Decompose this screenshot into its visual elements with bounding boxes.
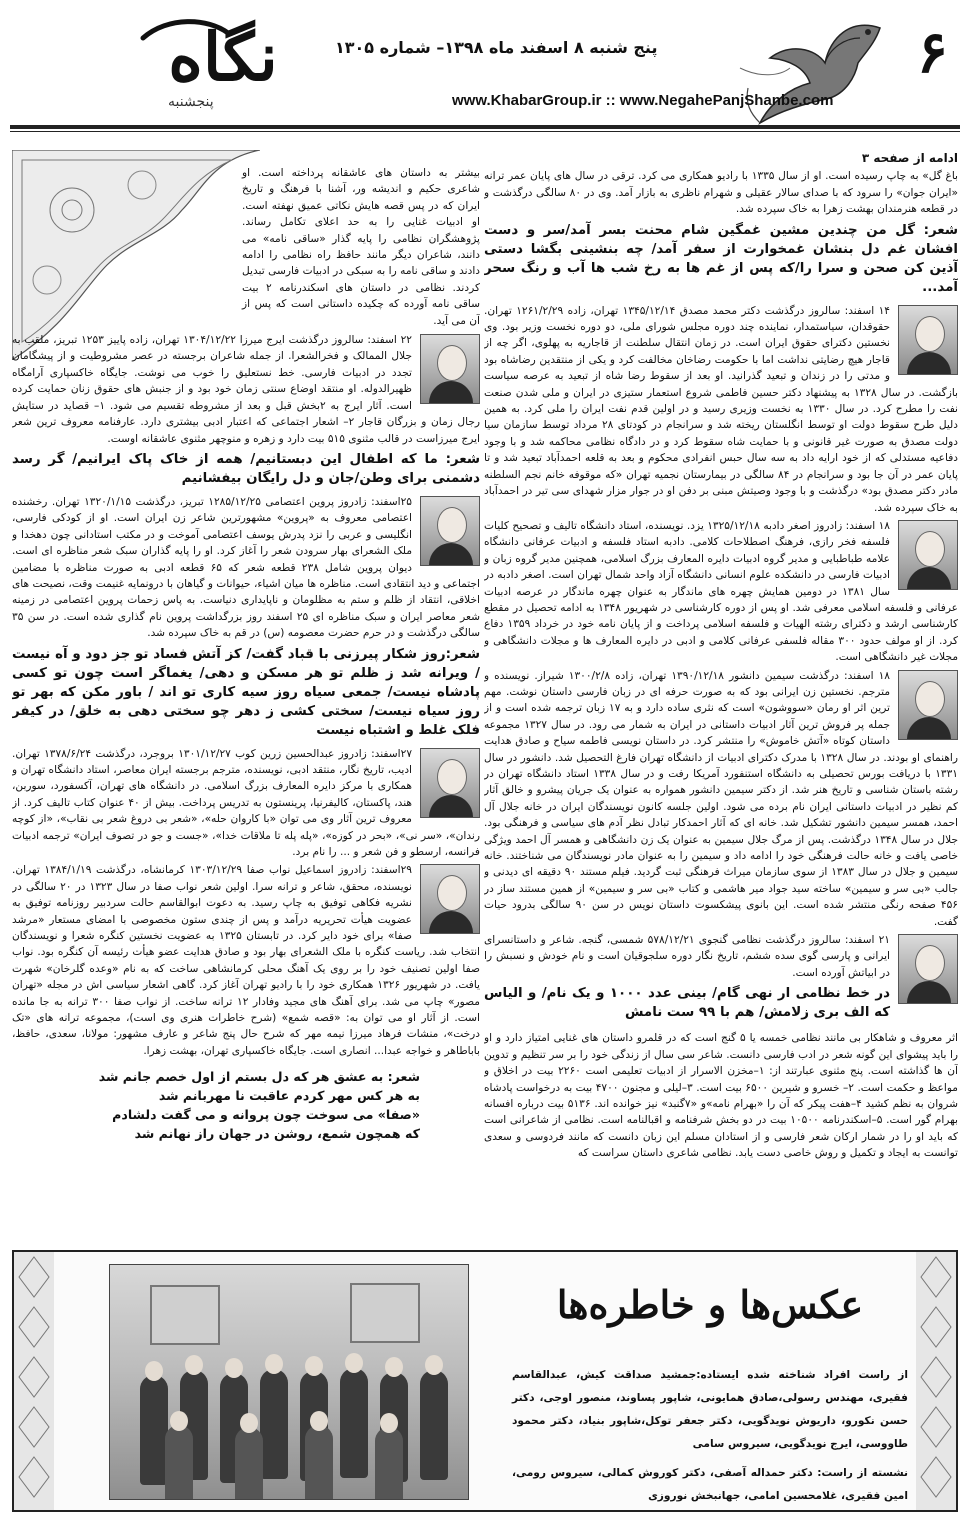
poem-line: به هر کس مهر کردم عاقبت نا مهربانم شد <box>158 1088 420 1104</box>
portrait-photo <box>420 748 480 818</box>
masthead <box>0 0 970 130</box>
bio-text: ۲۵اسفند: زادروز پروین اعتصامی ۱۲۸۵/۱۲/۲۵ تبریز، درگذشت ۱۳۲۰/۱/۱۵ تهران. رخشنده اعتصامی معروف به «پروین» مشهورترین شاعر زن ایران است. او از کودکی فارسی، انگلیسی و عربی را نزد پدرش یوسف اعتصامی آموخت و در مکتب استادانی چون دهخدا و ملک الشعرای بهار سرودن شعر را آغاز کرد. او را پایه گذاران سبک شعر مناظره ای است. دیوان پروین شامل ۲۳۸ قطعه شعر که ۶۵ قطعه ادبی به صورت مناظره با مضامین اجتماعی و دید انتقادی است. مناظره ها میان اشیاء، حیوانات و گیاهان با درونمایه غنیمت وقت، نصیحت های اخلاقی، انتقاد از ظلم و ستم به مظلومان و ناپایداری دنیاست. به پاس زحمات پروین اعتصامی در زمینه شعر معاصر ایران و سبک مناظره ای ۲۵ اسفند روز بزرگداشت پروین نام گذاری شده است. در سن ۳۵ سالگی درگذشت و در حرم حضرت معصومه (س) در قم به خاک سپرده شد. <box>12 495 480 640</box>
poem-torqi: شعر: گل من چندین مشین غمگین شام محنت بسر آمد/سر و دست افشان غم دل بنشان غمخوارت از سفر آمد/ چه بنشینی بگشا دستی آذین کن صحن و سرا را/که پس از غم ها به رخ شب ها آب و رنگ سحر آمد... <box>484 222 958 295</box>
ornament-border-right <box>916 1252 956 1510</box>
continuation-title: ادامه از صفحه ۳ <box>861 151 958 165</box>
bio-text: ۱۴ اسفند: سالروز درگذشت دکتر محمد مصدق ۱۳۴۵/۱۲/۱۴ تهران، زاده ۱۲۶۱/۲/۲۹ تهران. حقوقدان، سیاستمدار، نماینده چند دوره مجلس شورای ملی، دو دوره نخست وزیر بود. وی نخستین دکترای حقوق ایران است. در زمان انتقال سلطنت از قاجاریه به پهلوی، اگر چه از قاجار هیچ رضایتی نداشت اما با حکومت رضاخان مخالفت کرد و یکی از منتقدین رضاشاه بود و مدتی را در زندان و تبعید گذرانید. او بعد از سقوط رضا شاه از تبعید به عرصه سیاست بازگشت. در سال ۱۳۲۸ به پیشنهاد دکتر حسین فاطمی شروع استعمار ستیزی در ایران و ملی شدن صنعت نفت را مطرح کرد. در سال ۱۳۳۰ به نخست وزیری رسید و در اولین قدم نفت ایران را ملی کرد. به همین دلیل طرح سقوط دولت او توسط انگلستان ریخته شد و سرانجام در کودتای ۲۸ مرداد توسط سازمان سیا دولت مصدق به صورت غیر قانونی و با حمایت شاه سقوط کرد و در دادگاه نظامی محاکمه شد و با وجود دفاعیه مستدلی که از خود ارایه داد به سه سال حبس انفرادی محکوم و بعد به قلعه احمدآباد تبعید شد و تا پایان عمر در آن جا بود و سرانجام در ۸۴ سالگی در بیمارستان نجمیه تهران «که موقوفه خانم نجم السلطنه مادر دکتر مصدق بود» درگذشت و با وجود وصیتش مبنی بر دفن او در جوار مزار شهدای سی تیر در احمدآباد به خاک سپرده شد. <box>484 304 958 514</box>
portrait-illustration <box>420 334 480 404</box>
section-title: عکس‌ها و خاطره‌ها <box>556 1282 864 1327</box>
intro-paragraph: باغ گل» به چاپ رسیده است. او از سال ۱۳۳۵ با رادیو همکاری می کرد. ترقی در سال های پایان عمر ترانه «ایران جوان» را سرود که با صدای سالار عقیلی و شهرام ناظری به بازار آمد. وی در ۸۰ سالگی درگذشت و در قطعه هنرمندان بهشت زهرا به خاک سپرده شد. <box>484 170 958 216</box>
website-urls[interactable]: www.KhabarGroup.ir :: www.NegahePanjShanbe.com <box>452 92 834 109</box>
logo-subtitle: پنجشنبه <box>168 94 214 110</box>
logo-text: نگاه <box>168 18 278 96</box>
bio-text: ۲۲ اسفند: سالروز درگذشت ایرج میرزا ۱۳۰۴/۱۲/۲۲ تهران، زاده پاییز ۱۲۵۳ تبریز، ملقب به جلال الممالک و فخرالشعرا. از جمله شاعران برجسته در عصر مشروطیت و از پیشگامان تجدد در ادبیات فارسی. خط نستعلیق را خوب می نوشت. جایگاه خاکسپاری آرامگاه ظهیرالدوله. او منتقد اوضاع سنتی زمان خود بود و از جنبش های حقوق زنان حمایت کرده است. آثار ایرج به ۲بخش قبل و بعد از مشروطه تقسیم می شود. ۱– قصاید در ستایش رجال زمان و بزرگان قاجار ۲– اشعار اجتماعی که اعتبار ادبی بیشتری دارد. عارفنامه معروف ترین شعر ایرج میرزاست در قالب مثنوی ۵۱۵ بیت دارد و زهره و منوچهر مثنوی عاشقانه اوست. <box>12 334 480 445</box>
right-column <box>484 150 958 1240</box>
caption-seated: نشسته از راست: دکتر حمداله آصفی، دکتر کوروش کمالی، سیروس رومی، امین فقیری، غلامحسین امامی، جهانبخش نوروزی <box>512 1467 908 1502</box>
bio-dadbeh <box>484 518 958 666</box>
ornament-border-left <box>14 1252 54 1510</box>
page-number: ۶ <box>916 18 948 86</box>
bio-navab-safa <box>12 862 480 1059</box>
poem-parvin: شعر:روز شکار پیرزنی با قباد گفت/ کز آتش فساد تو جز دود و آه نیست / ویرانه شد ز ظلم تو هر مسکن و دهی/ یغماگر است چون تو کسی پادشاه نیست/ جمعی سیاه روز سیه کاری تو اند / باور مکن که بهر تو روز سیاه نیست/ سختی کشی ز دهر چو سختی دهی به خلق/ در کیفر فلک غلط و اشتباه نیست <box>12 646 480 738</box>
portrait-photo <box>898 305 958 375</box>
bio-text: ۲۹اسفند: زادروز اسماعیل نواب صفا ۱۳۰۳/۱۲/۲۹ کرمانشاه، درگذشت ۱۳۸۴/۱/۱۹ تهران. نویسنده، محقق، شاعر و ترانه سرا. اولین شعر نواب صفا در سال ۱۳۲۳ در ۲۰ سالگی در نشریه فکاهی توفیق به چاپ رسید. به دعوت ابوالقاسم حالت سردبیر روزنامه توفیق به عضویت هیأت تحریریه درآمد و پس از چندی ستون مخصوصی با امضای مستعار «مرشد صفا» برای خود دایر کرد. در تابستان ۱۳۲۵ به عضویت نخستین کنگره شعرا و نویسندگان انتخاب شد. ریاست کنگره با ملک الشعرای بهار بود و صادق هدایت عضو هیأت رئیسه آن کنگره بود. نواب صفا اولین تصنیف خود را بر روی یک آهنگ محلی کرمانشاهی ساخت که به نام «وعده گلرخان» شهرت یافت. در شهریور ۱۳۲۶ همکاری خود را با رادیو تهران آغاز کرد. گاهی اشعار سیاسی اش در مجله «تهران مصور» چاپ می شد. برای آهنگ های مجید وفادار ۱۲ ترانه ساخت. از نواب صفا ۳۰۰ ترانه به جا مانده است. از آثار او می توان به: «قصه شمع» (شرح خاطرات هنری وی است)، مجموعه ترانه های «تک درخت»، منشات فرهاد میرزا نیمه مهر که شرح حال پنج شاعر و عارف مشهور: مولانا، سعدی، حافظ، باباطاهر و خواجه عبدا... انصاری است. جایگاه خاکسپاری تهران، بهشت زهرا. <box>12 864 480 1057</box>
header-rule <box>10 125 960 129</box>
photo-memories-section <box>12 1250 958 1512</box>
group-photo <box>109 1264 469 1500</box>
poem-nezami: در خط نظامی ار نهی گام/ بینی عدد ۱۰۰۰ و یک نام/ و الیاس که الف بری زلامش/ هم با ۹۹ ست نامش <box>484 986 890 1021</box>
poem-iraj: شعر: ما که اطفال این دبستانیم/ همه از خاک پاک ایرانیم/ گر رسد دشمنی برای وطن/جان و دل رایگان بیفشانیم <box>12 451 480 486</box>
header-rule-thin <box>10 131 960 132</box>
logo-calligraphy <box>128 8 318 118</box>
portrait-illustration <box>898 934 958 1004</box>
portrait-photo <box>420 864 480 934</box>
nezami-khamseh-paragraph: اثر معروف و شاهکار بی مانند نظامی خمسه یا ۵ گنج است که در قلمرو داستان های غنایی امتیاز دارد و او را باید پیشوای این گونه شعر در ادب فارسی دانست. شاعر سی سال از زندگی خود را بر سر تنظیم و تدوین آن ها گذاشته است. پنج مثنوی عبارتند از: ۱–مخزن الاسرار از ادبیات تعلیمی است ۲۲۶۰ بیت در اخلاق و مواعظ و حکمت است. ۲– خسرو و شیرین ۶۵۰۰ بیت است. ۳–لیلی و مجنون ۴۷۰۰ بیت به درخواست پادشاه شروان به نظم کشید ۴–هفت پیکر که آن را «بهرام نامه»و «۷گنبد» نیز خوانده اند. ۵۱۳۶ بیت درباره افسانه بهرام گور است. ۵–اسکندرنامه ۱۰۵۰۰ بیت در دو بخش شرفنامه و اقبالنامه است. نظامی از شاعرانی است که باید او را در شمار ارکان شعر فارسی و از استادان مسلم این زبان دانست که مانند فردوسی و سعدی توانست به ایجاد و تکمیل و روش خاصی دست یابد. نظامی شاعری داستان سراست که <box>484 1032 958 1160</box>
bio-mosaddegh <box>484 303 958 516</box>
poem-safa <box>12 1067 420 1143</box>
bio-text: ۲۷اسفند: زادروز عبدالحسین زرین کوب ۱۳۰۱/۱۲/۲۷ بروجرد، درگذشت ۱۳۷۸/۶/۲۴ تهران. ادیب، تاریخ نگار، منتقد ادبی، نویسنده، مترجم برجسته ایران معاصر، استاد دانشگاه تهران و همکاری با مرکز دایره المعارف بزرگ اسلامی. در دانشگاه های تهران، آکسفورد، سوربن، هند، پاکستان، کالیفرنیا، پرینستون به تدریس پرداخت. بیش از ۴۰ عنوان کتاب تالیف کرد. از معروف ترین آثار وی می توان «با کاروان حله»، «شعر بی دروغ شعر بی نقاب»، «از کوچه رندان»، «سر نی»، «بحر در کوزه»، «پله پله تا ملاقات خدا»، «جست و جو در تصوف ایران» ترجمه ادبیات فرانسه، ارسطو و فن شعر و ... را نام برد. <box>12 747 480 858</box>
bio-text: ۲۱ اسفند: سالروز درگذشت نظامی گنجوی ۵۷۸/۱۲/۲۱ شمسی، گنجه. شاعر و داستانسرای ایرانی و پارسی گوی سده ششم، تاریخ نگار دوره سلجوقیان است و نام خودش و نسبش را در ابیاتش آورده است. <box>484 934 890 979</box>
bio-text: ۱۸ اسفند: درگذشت سیمین دانشور ۱۳۹۰/۱۲/۱۸ تهران، زاده ۱۳۰۰/۲/۸ شیراز. نویسنده و مترجم. نخستین زن ایرانی بود که به صورت حرفه ای در زبان فارسی داستان نوشت. مهم ترین اثر او رمان «سووشون» است که نثری ساده دارد و به ۱۷ زبان ترجمه شده است و از جمله پر فروش ترین آثار ادبیات داستانی در ایران به شمار می رود. در سال ۱۳۲۷ مجموعه داستان کوتاه «آتش خاموش» را منتشر کرد. در داستان نویسی فاطمه سیاح و صادق هدایت راهنمای او بودند. در سال ۱۳۲۸ با مدرک دکترای ادبیات از دانشگاه تهران فارغ التحصیل شد. دانشور در سال ۱۳۳۱ با دریافت بورس تحصیلی به دانشگاه استنفورد آمریکا رفت و در سال ۱۳۳۸ استاد دانشگاه تهران در رشته باستان شناسی و تاریخ هنر شد. از دکتر سیمین دانشور همواره به عنوان یک جریان پیشرو و خالق آثار کم نظیر در ادبیات داستانی ایران نام برده می شود. اولین جلسه کانون نویسندگان ایران در خانه جلال آل احمد، همسر سیمین دانشور تشکیل شد. خانه ای که آثار احمدکار تبادل نظر آدم های سیاسی و فرهنگی بود. جلال در سال ۱۳۴۸ درگذشت. پس از مرگ جلال سیمین به عنوان یک زن دانشگاهی و همسر آل احمد ویژگی خاصی یافت و خانه حالت فرهنگی خود را ادامه داد و سیمین را به عنوان مادر نویسندگان می شناختند. خانه سیمین و جلال در سال ۱۳۸۳ از سوی سازمان میراث فرهنگی ثبت گردید. فیلم مستند ۹۰ دقیقه ای دیدنی و جالب «بی سر و سیمین» ساخته سید جواد میر هاشمی و کتاب «بی سر و سیمین» از همین مستند ساز در ۴۵۶ صفحه رنگی منتشر شده است. این بانوی پیشکسوت داستان نویس در سن ۹۰ سالگی بدرود حیات گفت. <box>484 669 958 928</box>
bio-text: ۱۸ اسفند: زادروز اصغر دادبه ۱۳۲۵/۱۲/۱۸ یزد. نویسنده، استاد دانشگاه تالیف و تصحیح کلیات فلسفه فخر رازی، فرهنگ اصطلاحات کلامی. دادبه استاد فلسفه و ادبیات عرفانی دانشگاه علامه طباطبایی و مدیر گروه ادبیات دایره المعارف بزرگ اسلامی، همچنین مدیر گروه زبان و ادبیات فارسی در دانشکده علوم انسانی دانشگاه آزاد واحد شمال تهران است. اصغر دادبه در سال ۱۳۸۱ در دومین همایش چهره های ماندگار به عنوان چهره ماندگار در عرصه ادبیات عرفانی و فلسفه اسلامی معرفی شد. او پس از دوره کارشناسی در شهریور ۱۳۴۸ به ادامه تحصیل در مقطع کارشناسی ارشد و دکترای رشته الهیات و فلسفه اسلامی پرداخت و از پایان نامه خود در خرداد ۱۳۵۹ دفاع کرد. از او مولف حدود ۳۰۰ مقاله فلسفی عرفانی کلامی و ادبی در دایره المعارف ها و مجلات دانشگاهی و مجلات غیر دانشگاهی است. <box>484 519 958 664</box>
portrait-photo <box>898 520 958 590</box>
bio-zarrinkoob <box>12 746 480 861</box>
poem-line: شعر: به عشق هر که دل بستم از اول خصم جانم شد <box>98 1069 420 1085</box>
bio-parvin <box>12 494 480 642</box>
nezami-continued-paragraph: بیشتر به داستان های عاشقانه پرداخته است. او شاعری حکیم و اندیشه ور، آشنا با فرهنگ و تاریخ ایران که در پس قصه هایش نکاتی عمیق نهفته است. او ادبیات غنایی را به حد اعلای تکامل رساند. پژوهشگران نظامی را پایه گذار «ساقی نامه» می دانند، شاعران دیگر مانند حافظ راه نظامی را ادامه دادند و ساقی نامه را به سبکی در ادبیات فارسی تبدیل کردند. نظامی در داستان های اسکندرنامه ۲ بیت ساقی نامه آورده که چکیده داستانی است که پس از آن می آید. <box>242 167 480 327</box>
bio-daneshvar <box>484 668 958 931</box>
photo-caption <box>512 1364 908 1508</box>
bio-iraj-mirza <box>12 332 480 447</box>
portrait-photo <box>898 670 958 740</box>
poem-line: «صفا» می سوخت چون پروانه و می گفت دلشادم <box>112 1107 420 1123</box>
portrait-photo <box>420 496 480 566</box>
bio-nezami <box>484 932 958 1028</box>
poem-line: که همچون شمع، روشن در جهان راز نهانم شد <box>134 1126 420 1142</box>
issue-date: پنج شنبه ۸ اسفند ماه ۱۳۹۸– شماره ۱۳۰۵ <box>335 38 658 57</box>
caption-standing: از راست افراد شناخته شده ایستاده:جمشید صداقت کیش، عبدالقاسم فقیری، مهندس رسولی،صادق همایونی، شاپور پساوند، منصور اوجی، دکتر حسن نکورو، داریوش نویدگویی، دکتر جعفر توکل،شاپور بنیاد، دکتر محمود طاووسی، ایرج نویدگویی، سیروس سامی <box>512 1369 908 1450</box>
left-column <box>12 165 480 1250</box>
